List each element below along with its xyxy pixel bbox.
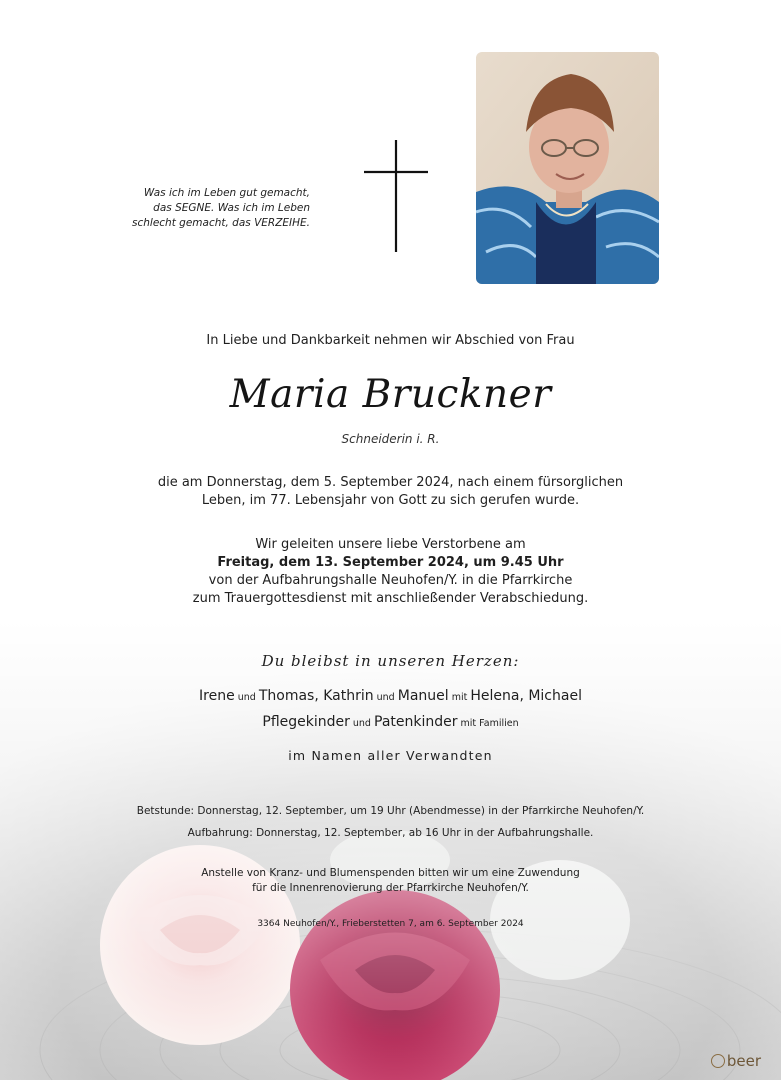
family-names: Pflegekinder (262, 714, 350, 730)
deceased-name: Maria Bruckner (229, 372, 552, 417)
family-names: Irene (199, 688, 235, 704)
occupation: Schneiderin i. R. (341, 432, 440, 446)
relatives-line: im Namen aller Verwandten (288, 748, 493, 763)
family-connector: und (349, 718, 374, 729)
logo-icon (711, 1054, 725, 1068)
place-and-date: 3364 Neuhofen/Y., Frieberstetten 7, am 6. September 2024 (257, 919, 524, 929)
family-connector: Familien (479, 718, 519, 729)
donation-request: Anstelle von Kranz- und Blumenspenden bitten wir um eine Zuwendung für die Innenrenovierung der Pfarrkirche Neuhofen/Y. (201, 867, 580, 894)
intro-text: In Liebe und Dankbarkeit nehmen wir Abschied von Frau (206, 333, 575, 348)
family-names: Patenkinder (374, 714, 458, 730)
family-connector: mit (457, 718, 480, 729)
funeral-details: Wir geleiten unsere liebe Verstorbene am Freitag, dem 13. September 2024, um 9.45 Uhr von der Aufbahrungshalle Neuhofen/Y. in die Pfarrkirche zum Trauergottesdienst mit anschließender Verabschiedung. (0, 536, 781, 608)
family-row-1 (0, 684, 781, 710)
portrait-photo (476, 52, 659, 284)
cross-icon (362, 138, 432, 254)
prayer-hour: Betstunde: Donnerstag, 12. September, um 19 Uhr (Abendmesse) in der Pfarrkirche Neuhofen/Y. (136, 805, 645, 817)
family-connector: mit (448, 692, 471, 703)
family-row-2 (0, 710, 781, 736)
death-notice: die am Donnerstag, dem 5. September 2024, nach einem fürsorglichen Leben, im 77. Lebensjahr von Gott zu sich gerufen wurde. (157, 475, 624, 508)
funeral-home-logo: beer (711, 1052, 761, 1070)
mourners-heading: Du bleibst in unseren Herzen: (261, 652, 520, 670)
family-names: Manuel (397, 688, 449, 704)
family-names: Helena, Michael (470, 688, 582, 704)
lying-in-state: Aufbahrung: Donnerstag, 12. September, ab 16 Uhr in der Aufbahrungshalle. (187, 827, 594, 839)
family-connector: und (234, 692, 259, 703)
funeral-date: Freitag, dem 13. September 2024, um 9.45 Uhr (217, 555, 564, 570)
memorial-quote: Was ich im Leben gut gemacht, das SEGNE. Was ich im Leben schlecht gemacht, das VERZEIHE. (132, 187, 310, 229)
family-connector: und (373, 692, 398, 703)
family-names: Thomas, Kathrin (258, 688, 374, 704)
